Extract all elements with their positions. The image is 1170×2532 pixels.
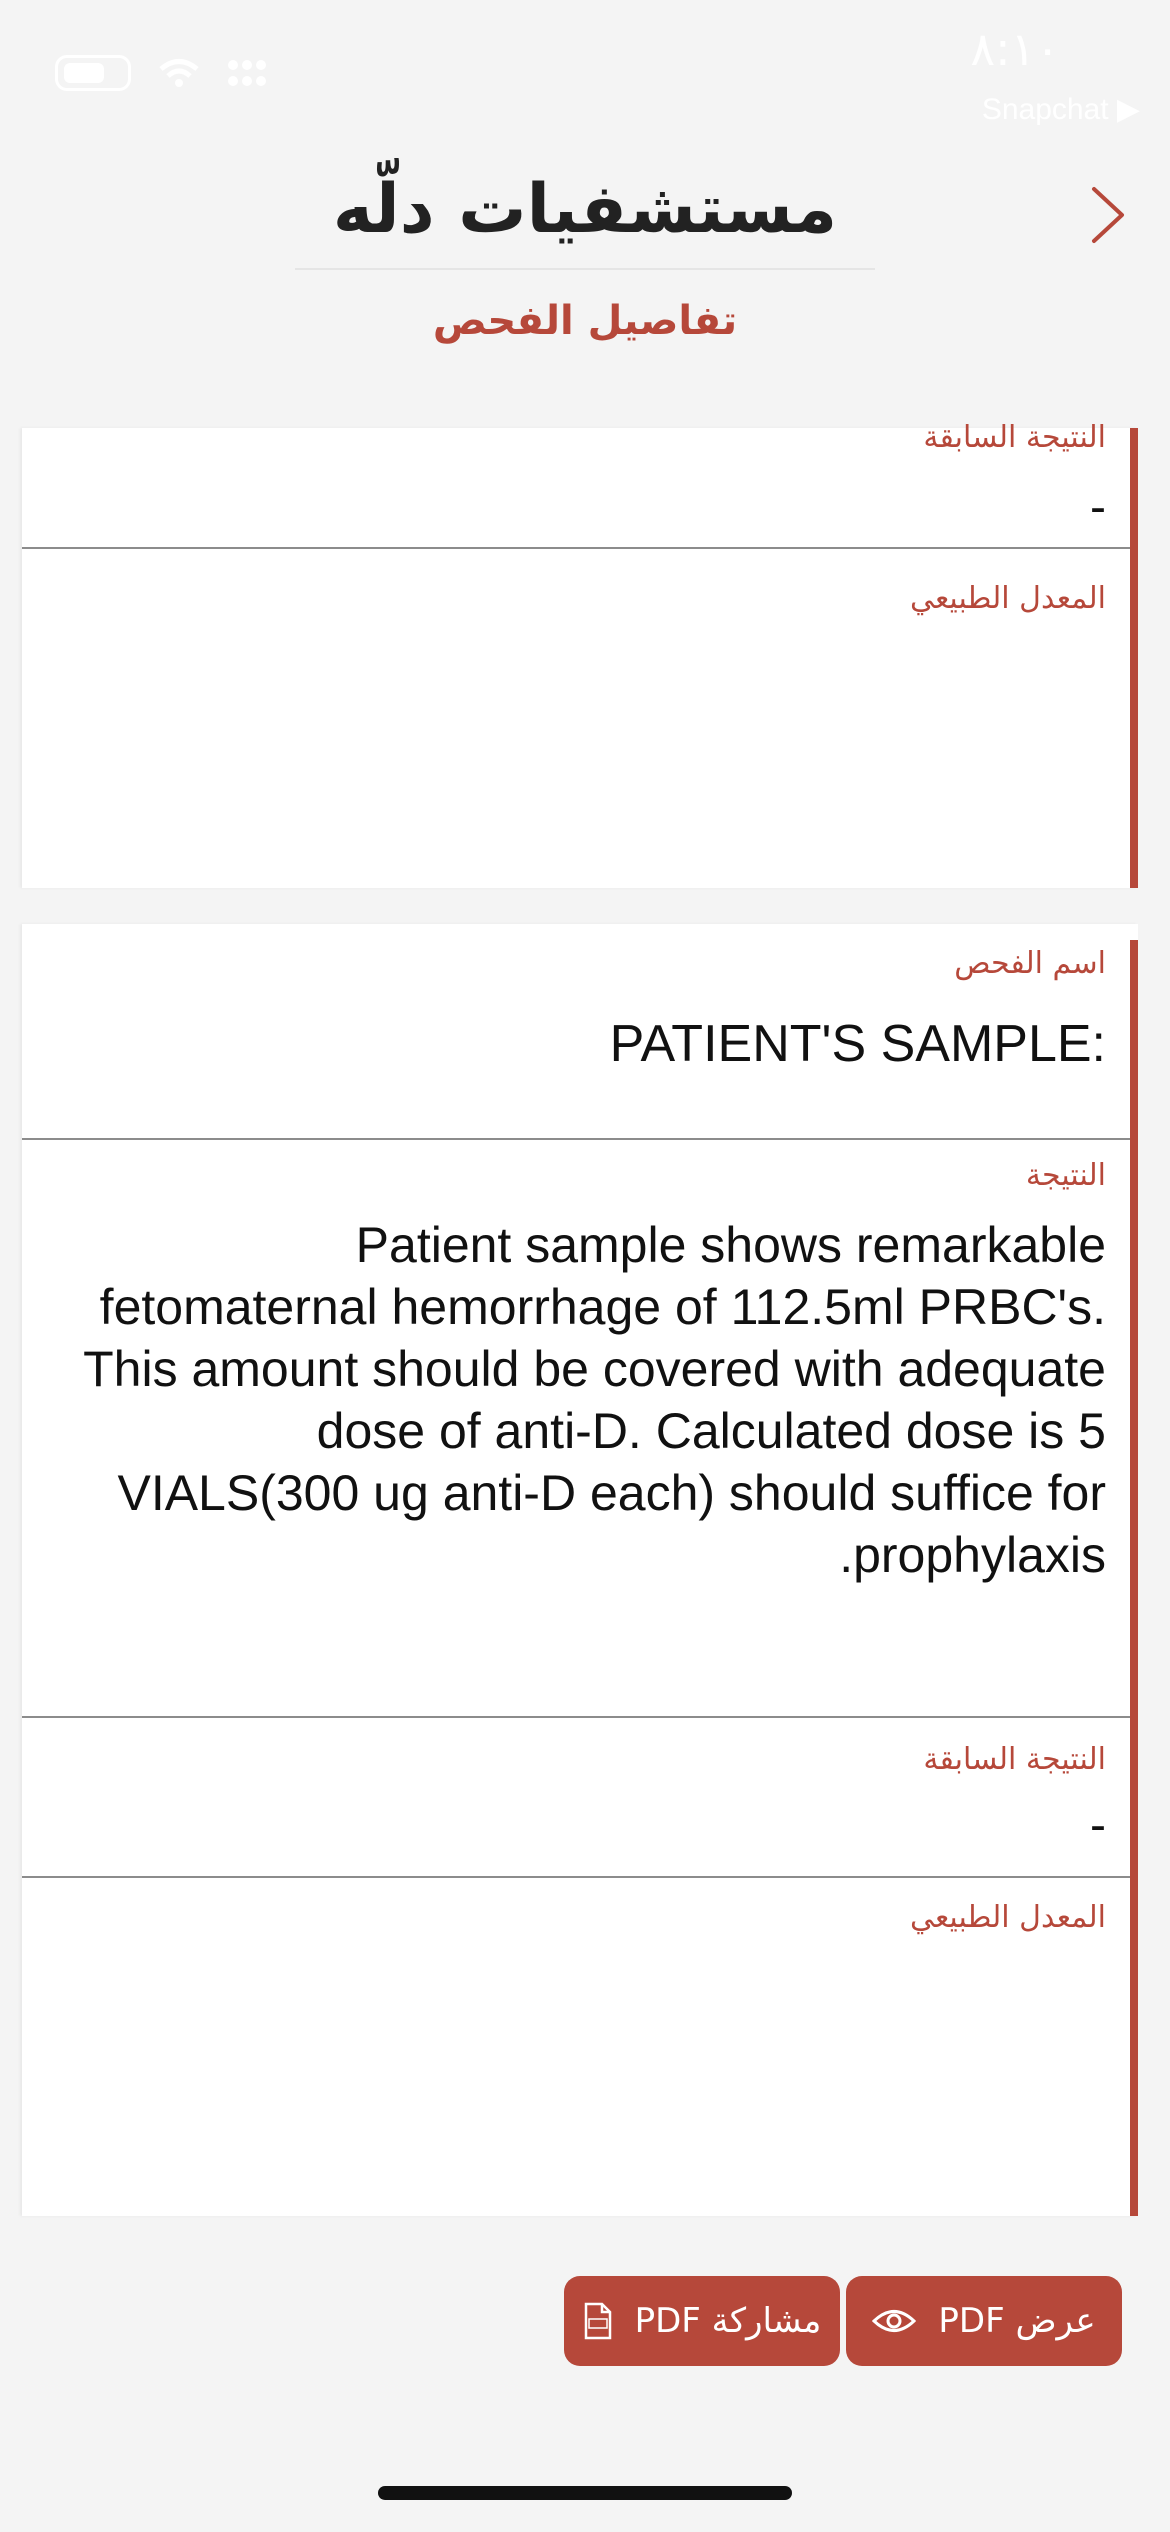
previous-result-field: [22, 1718, 1130, 1876]
result-card-previous: [22, 420, 1138, 888]
view-pdf-button[interactable]: [846, 2276, 1122, 2366]
pdf-file-icon: [583, 2302, 613, 2340]
normal-range-label: المعدل الطبيعي: [909, 1900, 1106, 1935]
share-pdf-label: مشاركة PDF: [634, 2301, 822, 2341]
status-bar: [0, 0, 1170, 140]
view-pdf-label: عرض PDF: [938, 2301, 1096, 2341]
clock: ٨:١٠: [970, 22, 1060, 76]
result-card: [22, 924, 1138, 2216]
battery-icon: [55, 55, 131, 91]
hospital-logo: مستشفيات دلّه: [332, 170, 838, 249]
previous-result-value: -: [1090, 481, 1106, 534]
previous-result-label: النتيجة السابقة: [923, 420, 1106, 455]
normal-range-label: المعدل الطبيعي: [909, 581, 1106, 616]
test-name-label: اسم الفحص: [954, 946, 1106, 981]
card-accent-bar: [1130, 940, 1138, 2216]
normal-range-field: [22, 1878, 1130, 2216]
share-pdf-button[interactable]: [564, 2276, 840, 2366]
eye-icon: [872, 2308, 916, 2334]
result-label: النتيجة: [1025, 1158, 1106, 1193]
home-indicator[interactable]: [378, 2486, 792, 2500]
test-name-value: PATIENT'S SAMPLE:: [609, 1015, 1106, 1073]
back-to-app-link[interactable]: Snapchat ▶: [981, 93, 1140, 126]
status-icons: [55, 55, 271, 91]
test-name-field: [22, 924, 1130, 1138]
previous-result-label: النتيجة السابقة: [923, 1742, 1106, 1777]
card-accent-bar: [1130, 428, 1138, 888]
previous-result-field: [22, 420, 1130, 548]
previous-result-value: -: [1090, 1799, 1106, 1852]
wifi-icon: [157, 58, 201, 88]
normal-range-field: [22, 549, 1130, 888]
result-field: [22, 1140, 1130, 1714]
header-divider: [295, 268, 875, 270]
result-value: Patient sample shows remarkable fetomaternal hemorrhage of 112.5ml PRBC's. This amount should be covered with adequate dose of anti-D. Calculated dose is 5 VIALS(300 ug anti-D each) should suffice for prophylaxis.: [83, 1217, 1106, 1583]
page-title: تفاصيل الفحص: [432, 298, 738, 344]
cellular-signal-icon: [227, 55, 271, 91]
